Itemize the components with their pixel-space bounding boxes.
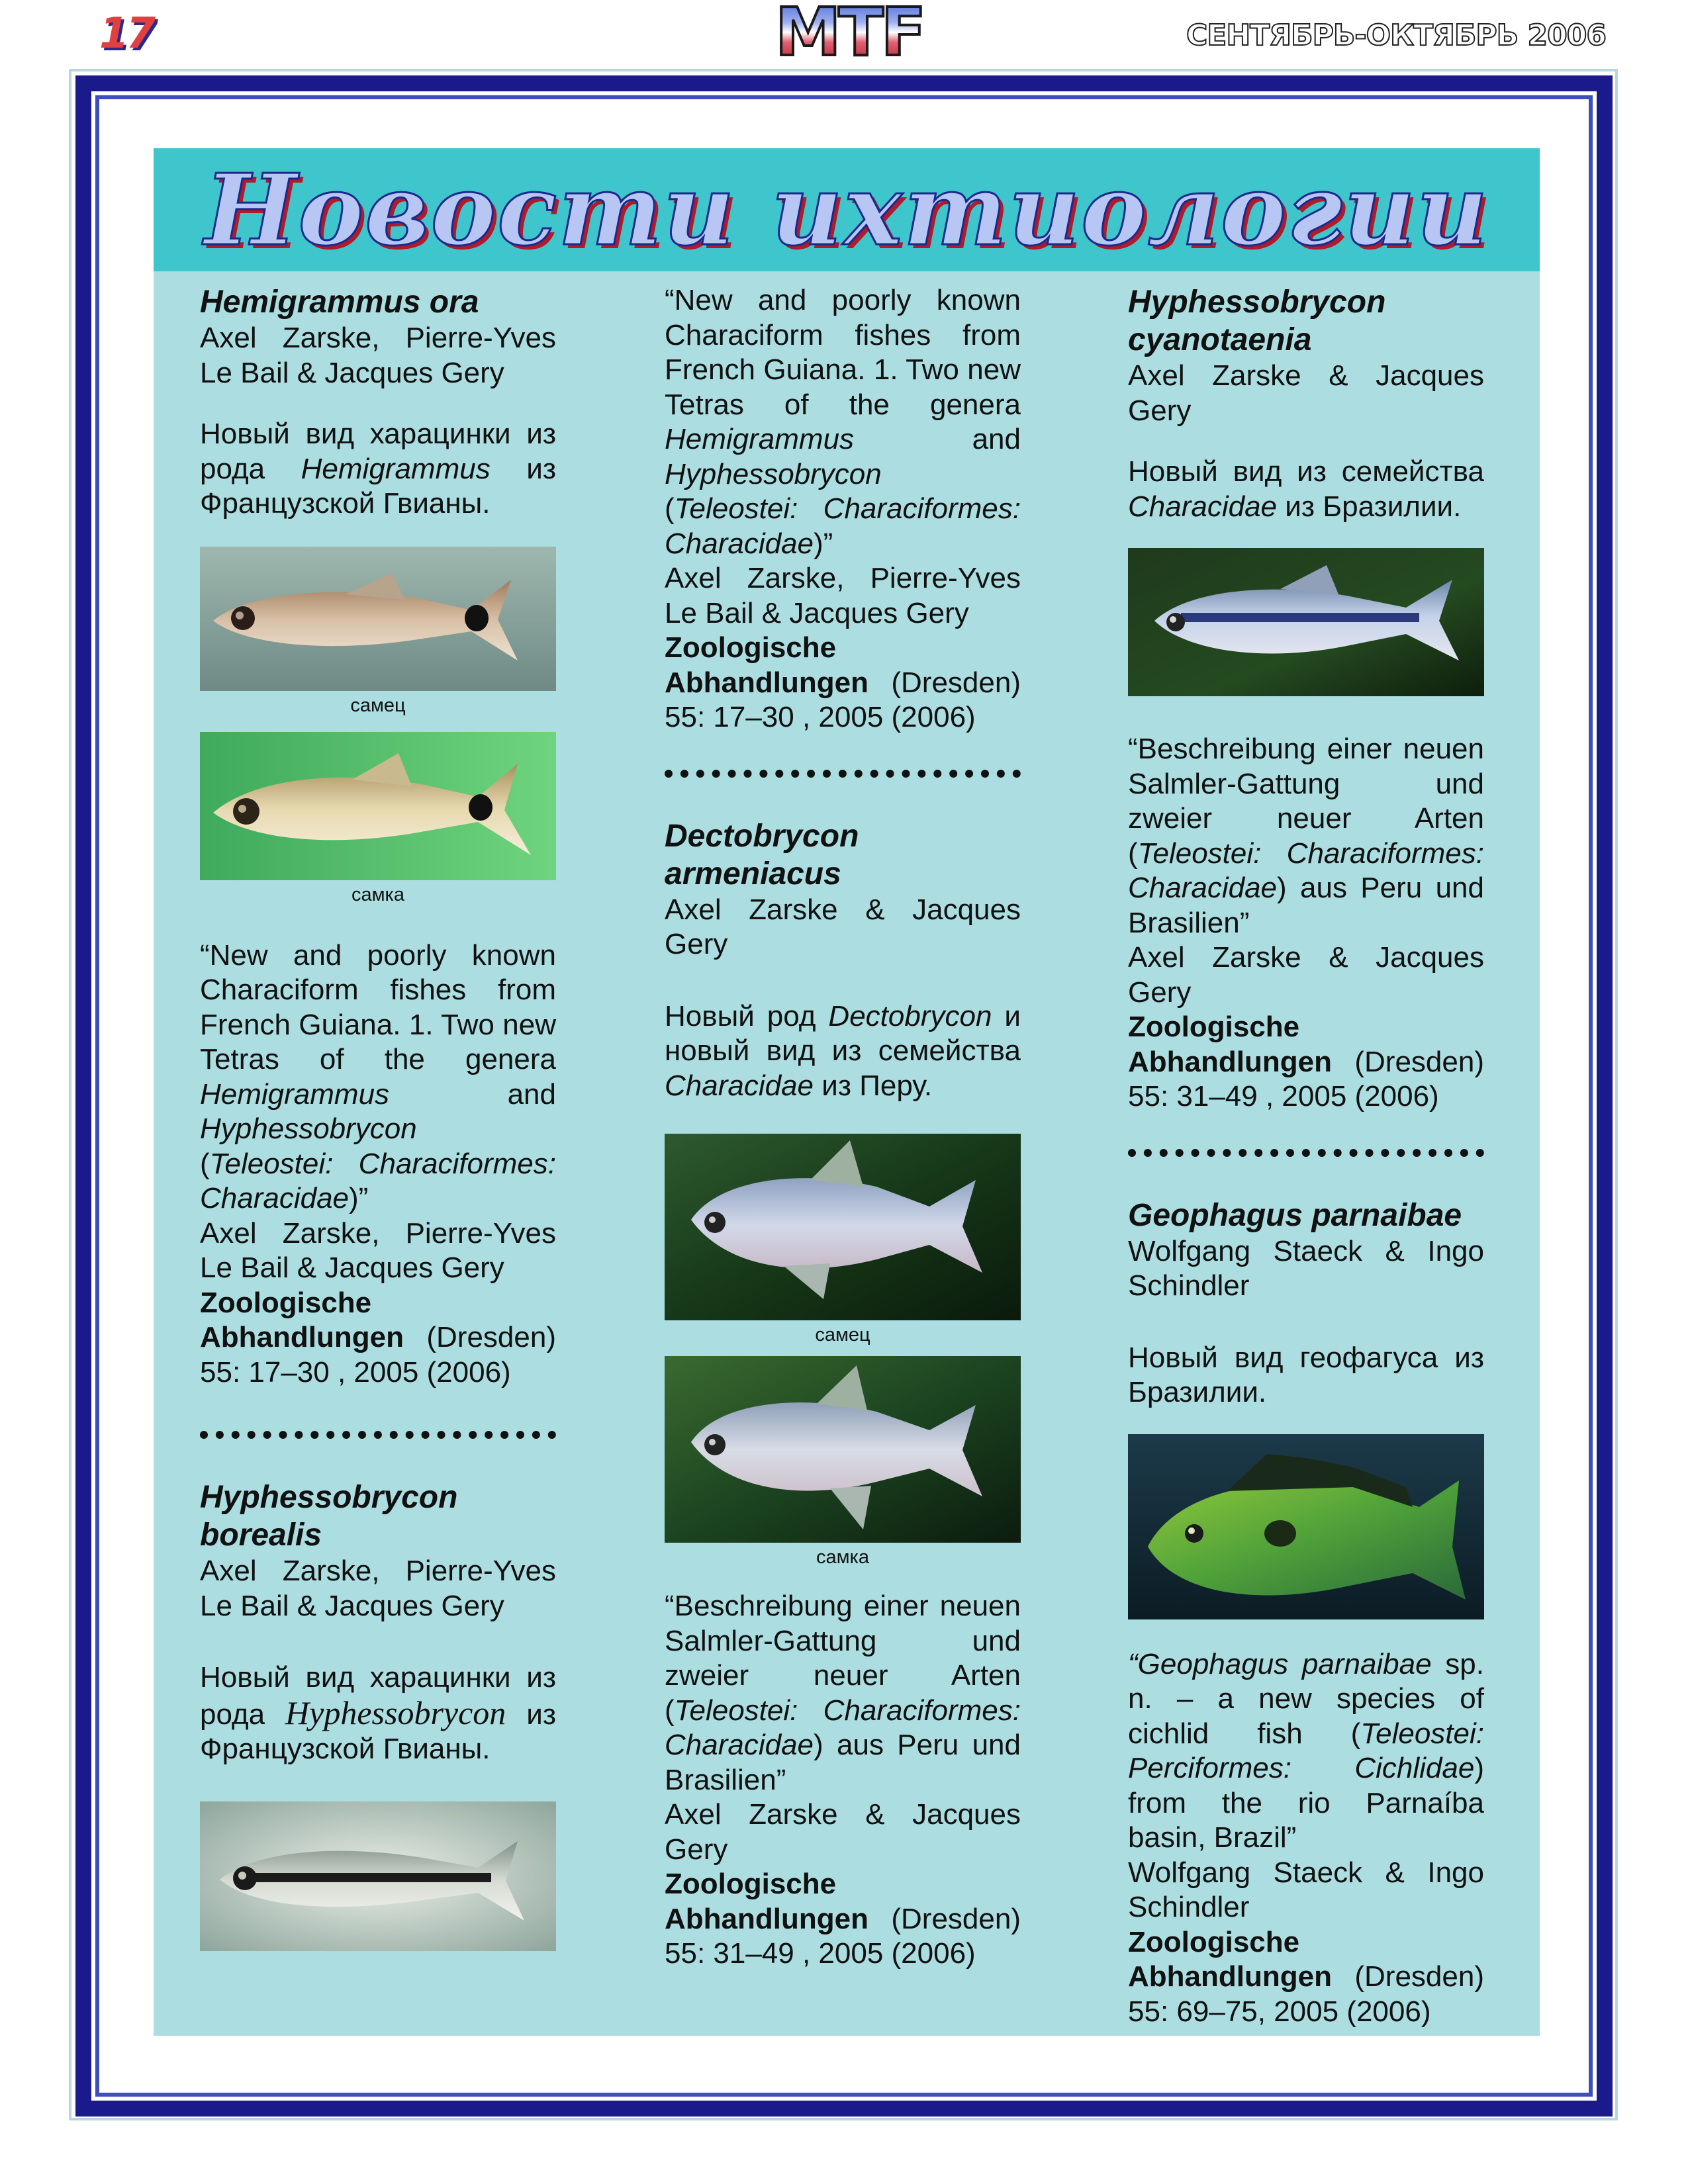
article-authors: Axel Zarske, Pierre-Yves Le Bail & Jacques Gery: [200, 322, 556, 389]
article-hyphessobrycon-cyanotaenia-title: Hyphessobrycon cyanotaenia: [1128, 285, 1386, 357]
column-2: [665, 283, 1021, 1972]
logo-text: МТF: [774, 0, 924, 71]
article-dectobrycon-armeniacus-title: Dectobrycon armeniacus: [665, 818, 859, 891]
article-citation: “Beschreibung einer neuen Salmler-Gattung und zweier neuer Arten (Teleostei: Characiformes: Characidae) aus Peru und Brasilien”: [665, 1590, 1021, 1796]
citation-authors: Axel Zarske, Pierre-Yves Le Bail & Jacques Gery: [665, 562, 1021, 629]
title-bar: [154, 148, 1540, 271]
magazine-logo: [768, 0, 931, 71]
article-description: Новый вид харацинки из рода Hemigrammus из Французской Гвианы.: [200, 418, 556, 520]
article-description: Новый вид из семейства Characidae из Бразилии.: [1128, 455, 1484, 523]
photo-caption: самка: [351, 884, 405, 905]
article-citation: “Beschreibung einer neuen Salmler-Gattung und zweier neuer Arten (Teleostei: Characiformes: Characidae) aus Peru und Brasilien”: [1128, 733, 1484, 939]
page-title: Новости ихтиологии: [204, 152, 1489, 267]
fish-photo-hyphessobrycon-cyanotaenia: [1128, 548, 1484, 696]
article-authors: Axel Zarske, Pierre-Yves Le Bail & Jacques Gery: [200, 1555, 556, 1622]
article-hyphessobrycon-borealis-title: Hyphessobrycon borealis: [200, 1480, 458, 1553]
column-1: [200, 283, 556, 1951]
citation-authors: Wolfgang Staeck & Ingo Schindler: [1128, 1856, 1484, 1923]
article-description: Новый род Dectobrycon и новый вид из семейства Characidae из Перу.: [665, 999, 1021, 1102]
photo-caption: самка: [816, 1547, 870, 1568]
citation-authors: Axel Zarske & Jacques Gery: [1128, 941, 1484, 1009]
section-divider: [665, 770, 1021, 778]
section-divider: [1128, 1149, 1484, 1157]
column-3: [1128, 283, 1484, 2029]
photo-caption: самец: [350, 694, 406, 716]
article-citation: “New and poorly known Characiform fishes from French Guiana. 1. Two new Tetras of the genera Hemigrammus and Hyphessobrycon (Teleostei: Characiformes: Characidae)”: [200, 938, 556, 1214]
fish-photo-dectobrycon-male: [665, 1134, 1021, 1320]
journal-reference: Zoologische Abhandlungen (Dresden) 55: 17–30 , 2005 (2006): [200, 1286, 556, 1388]
fish-photo-hyphessobrycon-borealis: [200, 1801, 556, 1951]
article-authors: Axel Zarske & Jacques Gery: [665, 893, 1021, 960]
article-authors: Axel Zarske & Jacques Gery: [1128, 359, 1484, 427]
journal-reference: Zoologische Abhandlungen (Dresden) 55: 17–30 , 2005 (2006): [665, 631, 1021, 733]
fish-photo-geophagus-parnaibae: [1128, 1434, 1484, 1619]
issue-date: СЕНТЯБРЬ-ОКТЯБРЬ 2006: [1186, 19, 1606, 52]
fish-photo-dectobrycon-female: [665, 1356, 1021, 1543]
article-hemigrammus-ora-title: Hemigrammus ora: [200, 285, 479, 320]
photo-caption: самец: [815, 1324, 870, 1345]
journal-reference: Zoologische Abhandlungen (Dresden) 55: 69–75, 2005 (2006): [1128, 1925, 1484, 2028]
article-citation: “New and poorly known Characiform fishes from French Guiana. 1. Two new Tetras of the genera Hemigrammus and Hyphessobrycon (Teleostei: Characiformes: Characidae)”: [665, 284, 1021, 560]
fish-photo-hemigrammus-female: [200, 732, 556, 880]
article-citation: “Geophagus parnaibae sp. n. – a new species of cichlid fish (Teleostei: Perciformes: Cichlidae) from the rio Parnaíba basin, Brazil”: [1128, 1647, 1485, 1854]
article-description: Новый вид геофагуса из Бразилии.: [1128, 1341, 1484, 1408]
journal-reference: Zoologische Abhandlungen (Dresden) 55: 31–49 , 2005 (2006): [665, 1868, 1021, 1970]
article-authors: Wolfgang Staeck & Ingo Schindler: [1128, 1234, 1484, 1302]
article-description: Новый вид харацинки из рода Hyphessobrycon из Французской Гвианы.: [200, 1661, 556, 1765]
fish-photo-hemigrammus-male: [200, 547, 556, 691]
article-geophagus-parnaibae-title: Geophagus parnaibae: [1128, 1197, 1462, 1233]
section-divider: [200, 1431, 556, 1439]
journal-reference: Zoologische Abhandlungen (Dresden) 55: 31–49 , 2005 (2006): [1128, 1011, 1484, 1113]
citation-authors: Axel Zarske, Pierre-Yves Le Bail & Jacques Gery: [200, 1216, 556, 1284]
citation-authors: Axel Zarske & Jacques Gery: [665, 1798, 1021, 1866]
page-number: 17: [99, 9, 154, 58]
